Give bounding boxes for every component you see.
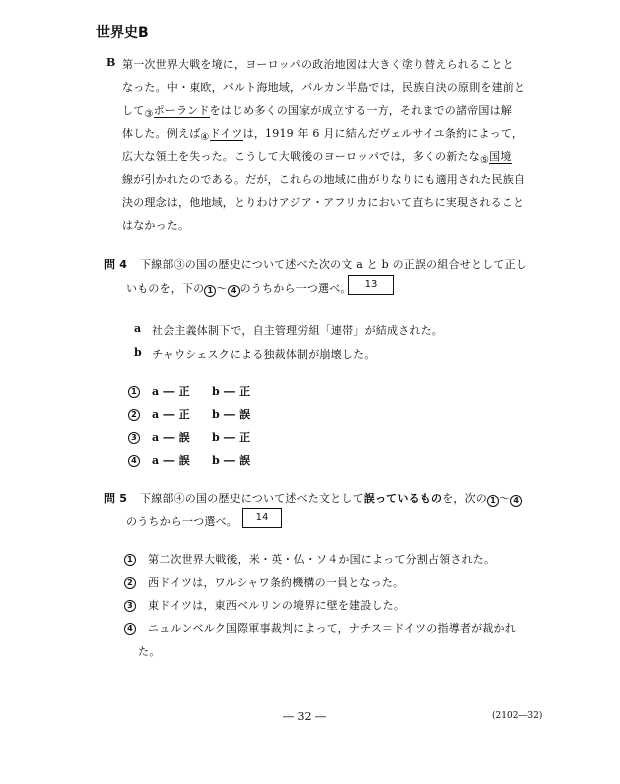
statement-text-b: チャウシェスクによる独裁体制が崩壊した。	[152, 348, 376, 361]
question-text-part: を，次の	[442, 492, 487, 505]
option-range-end: 4	[228, 285, 240, 297]
underlined-term-border: 国境	[489, 150, 512, 163]
option-row[interactable]	[124, 551, 136, 566]
underline-marker-4: ④	[200, 132, 210, 143]
statement-text-a: 社会主義体制下で，自主管理労組「連帯」が結成された。	[152, 324, 443, 337]
option-a-value: a ― 正	[152, 408, 190, 421]
question-text-part: 下線部④の国の歴史について述べた文として	[140, 492, 364, 505]
passage-text: 体した。例えば	[122, 127, 201, 140]
option-text: 西ドイツは，ワルシャワ条約機構の一員となった。	[148, 576, 405, 589]
passage-line: 線が引かれたのである。だが，これらの地域に曲がりなりにも適用された民族自	[122, 173, 526, 186]
question-text-part: いものを，下の	[126, 282, 205, 295]
range-separator: ～	[216, 282, 228, 295]
option-b-value: b ― 正	[212, 431, 251, 444]
passage-line	[122, 125, 523, 143]
option-text: 第二次世界大戦後，米・英・仏・ソ４か国によって分割占領された。	[148, 553, 496, 566]
option-range-start: 1	[204, 285, 216, 297]
option-row[interactable]	[124, 620, 136, 635]
option-number-2[interactable]: 2	[128, 409, 140, 421]
option-row[interactable]	[124, 597, 136, 612]
document-code: (2102―32)	[492, 711, 543, 721]
underline-marker-3: ③	[144, 109, 154, 120]
passage-text: 広大な領土を失った。こうして大戦後のヨーロッパでは，多くの新たな	[122, 150, 480, 163]
option-row[interactable]	[124, 574, 136, 589]
option-a-value: a ― 誤	[152, 431, 190, 444]
option-range-start: 1	[487, 495, 499, 507]
range-separator: ～	[499, 492, 511, 505]
passage-text: は，1919 年 6 月に結んだヴェルサイユ条約によって，	[242, 127, 524, 140]
subject-title: 世界史B	[96, 25, 149, 41]
option-range-end: 4	[510, 495, 522, 507]
option-number-1[interactable]: 1	[128, 386, 140, 398]
question-text	[140, 490, 522, 507]
passage-line	[122, 102, 512, 120]
underlined-term-germany: ドイツ	[209, 127, 243, 140]
passage-line	[122, 148, 512, 166]
option-number-2[interactable]: 2	[124, 577, 136, 589]
option-a-value: a ― 正	[152, 385, 190, 398]
statement-label-a: a	[134, 322, 142, 335]
question-text: のうちから一つ選べ。	[126, 515, 238, 528]
statement-label-b: b	[134, 346, 142, 359]
answer-box-13[interactable]: 13	[348, 275, 394, 295]
option-b-value: b ― 誤	[212, 454, 251, 467]
passage-line: 決の理念は，他地域，とりわけアジア・アフリカにおいて直ちに実現されること	[122, 196, 525, 209]
passage-line: なった。中・東欧，バルト海地域，バルカン半島では，民族自決の原則を建前と	[122, 81, 526, 94]
option-row[interactable]	[128, 429, 140, 444]
option-number-1[interactable]: 1	[124, 554, 136, 566]
question-label: 問 5	[104, 492, 128, 505]
option-number-3[interactable]: 3	[128, 432, 140, 444]
option-number-3[interactable]: 3	[124, 600, 136, 612]
option-text: 東ドイツは，東西ベルリンの境界に壁を建設した。	[148, 599, 406, 612]
underline-marker-5: ⑤	[479, 155, 490, 166]
page-number: ― 32 ―	[283, 710, 326, 723]
passage-label: B	[106, 56, 116, 69]
option-text: ニュルンベルク国際軍事裁判によって，ナチス＝ドイツの指導者が裁かれ	[148, 622, 516, 635]
option-number-4[interactable]: 4	[128, 455, 140, 467]
option-text-continued: た。	[138, 645, 161, 658]
underlined-term-poland: ポーランド	[153, 104, 210, 117]
option-row[interactable]	[128, 406, 140, 421]
question-label: 問 4	[104, 258, 128, 271]
passage-text: をはじめ多くの国家が成立する一方，それまでの諸帝国は解	[209, 104, 512, 117]
passage-line: 第一次世界大戦を境に，ヨーロッパの政治地図は大きく塗り替えられることと	[122, 58, 514, 71]
question-text	[126, 280, 352, 297]
passage-line: はなかった。	[122, 219, 190, 232]
answer-box-14[interactable]: 14	[242, 508, 282, 528]
option-b-value: b ― 誤	[212, 408, 251, 421]
option-number-4[interactable]: 4	[124, 623, 136, 635]
option-row[interactable]	[128, 383, 140, 398]
passage-text: して	[122, 104, 145, 117]
option-a-value: a ― 誤	[152, 454, 190, 467]
question-text: 下線部③の国の歴史について述べた次の文 a と b の正誤の組合せとして正し	[140, 258, 527, 271]
emphasis-incorrect: 誤っているもの	[363, 492, 443, 505]
option-row[interactable]	[128, 452, 140, 467]
option-b-value: b ― 正	[212, 385, 251, 398]
question-text-part: のうちから一つ選べ。	[239, 282, 352, 295]
